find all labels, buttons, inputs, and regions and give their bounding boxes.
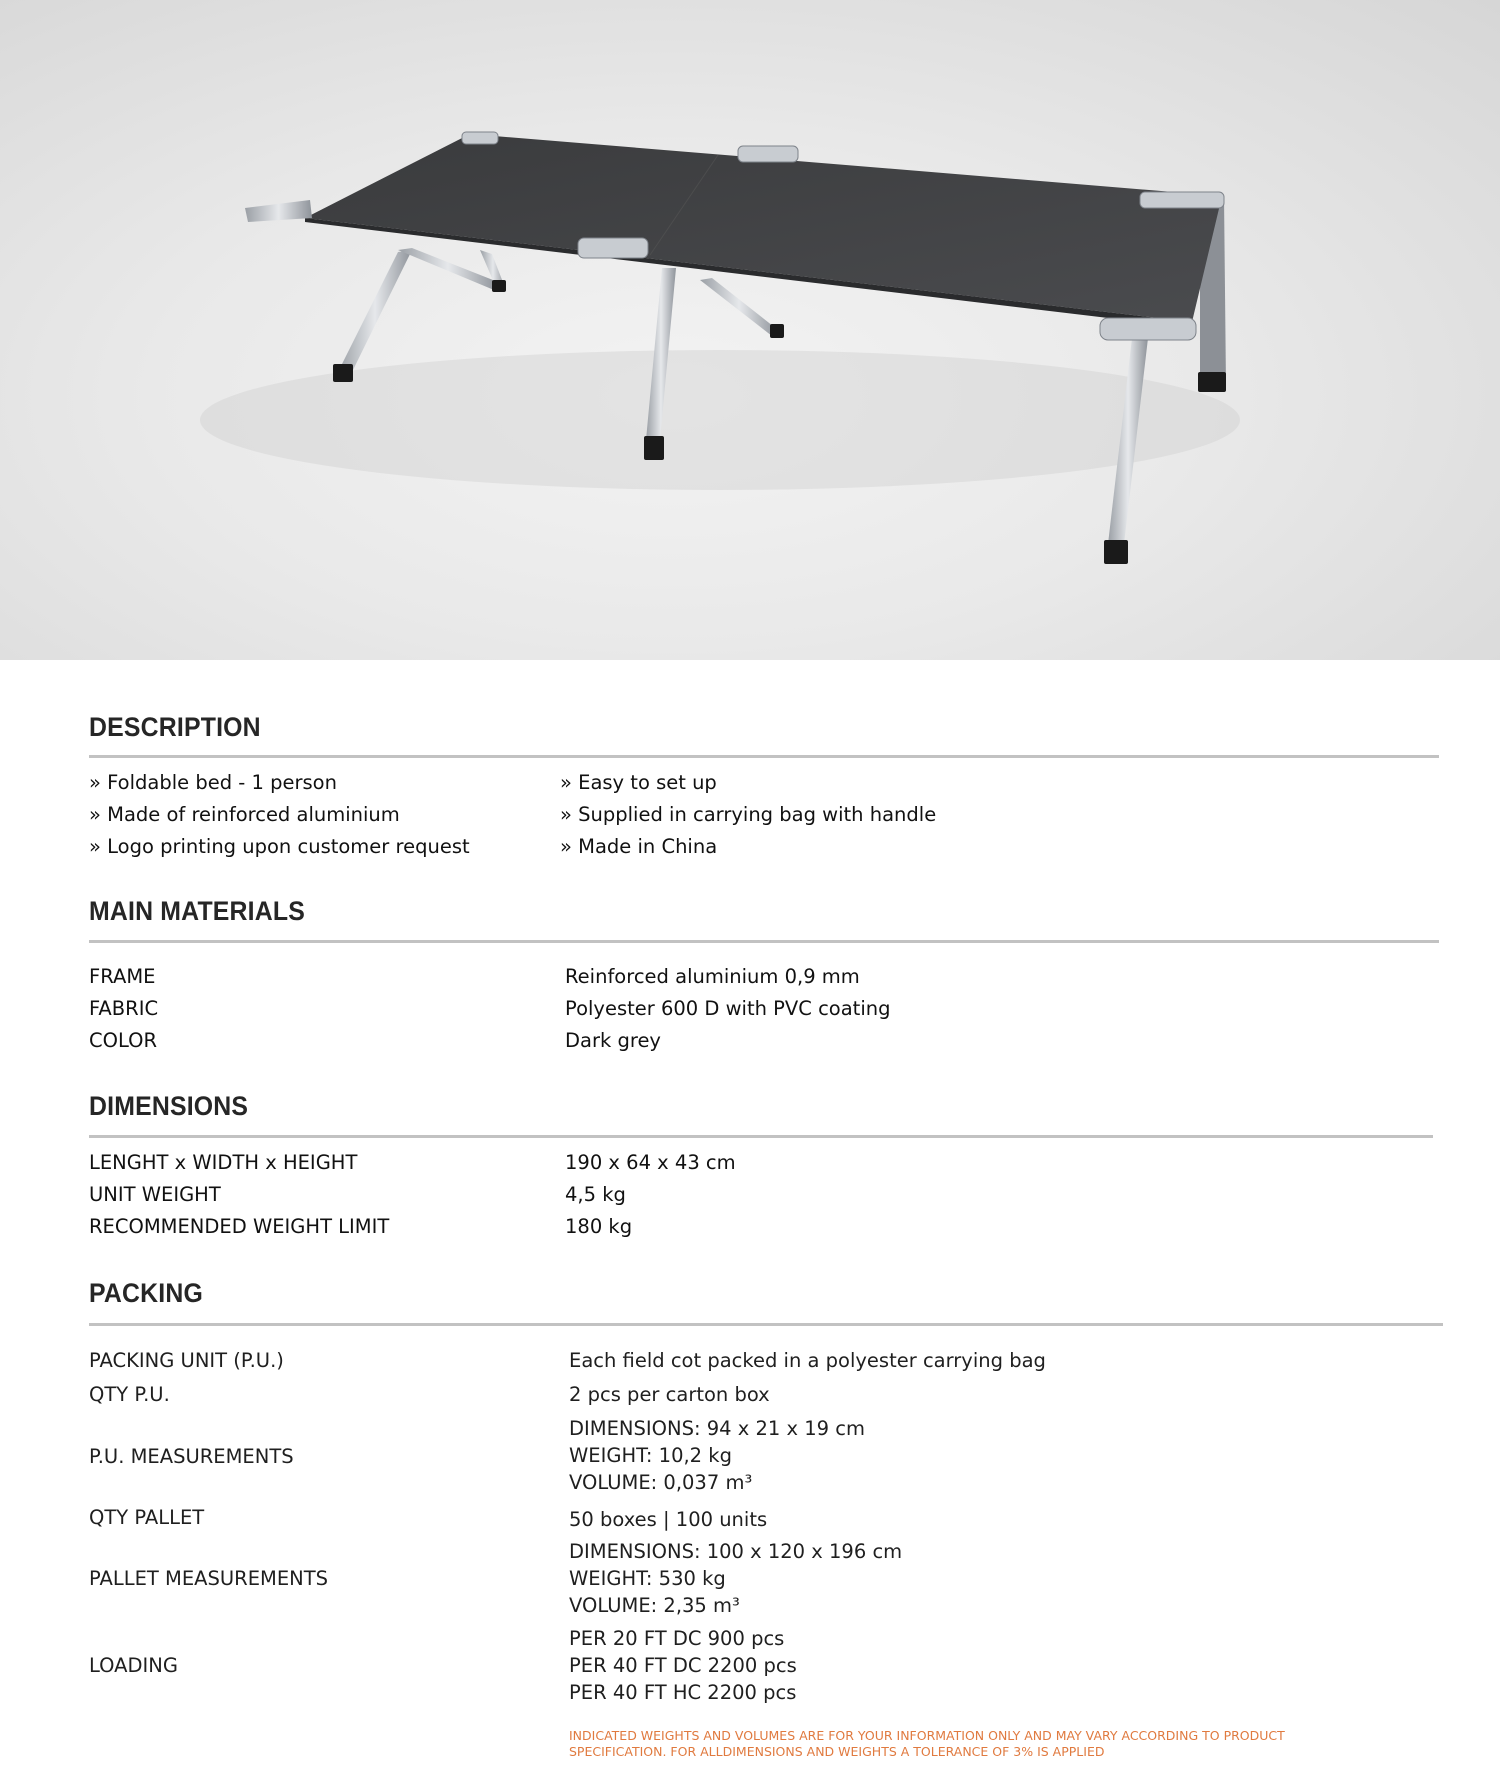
loading-line: PER 40 FT DC 2200 pcs xyxy=(569,1654,797,1677)
field-cot-illustration xyxy=(0,0,1500,660)
description-list-right xyxy=(560,767,936,863)
description-list-left xyxy=(89,767,470,863)
pallet-measurement-line: DIMENSIONS: 100 x 120 x 196 cm xyxy=(569,1540,903,1563)
disclaimer-note xyxy=(569,1728,1349,1760)
spec-value: 180 kg xyxy=(565,1215,633,1238)
spec-label: UNIT WEIGHT xyxy=(89,1183,221,1206)
cot-foot xyxy=(644,436,664,460)
spec-value: 190 x 64 x 43 cm xyxy=(565,1151,736,1174)
section-divider xyxy=(89,755,1439,758)
pu-measurement-line: WEIGHT: 10,2 kg xyxy=(569,1444,732,1467)
loading-values xyxy=(569,1625,797,1706)
spec-label: FABRIC xyxy=(89,997,159,1020)
cot-end-cap xyxy=(1140,192,1224,208)
section-title-main-materials: MAIN MATERIALS xyxy=(89,896,305,926)
section-divider xyxy=(89,940,1439,943)
loading-label: LOADING xyxy=(89,1654,178,1677)
description-item: » Made in China xyxy=(560,835,718,858)
cot-hinge xyxy=(578,238,648,258)
spec-label: RECOMMENDED WEIGHT LIMIT xyxy=(89,1215,390,1238)
disclaimer-line: SPECIFICATION. FOR ALLDIMENSIONS AND WEIGHTS A TOLERANCE OF 3% IS APPLIED xyxy=(569,1744,1105,1759)
floor-shadow xyxy=(200,350,1240,490)
cot-foot xyxy=(333,364,353,382)
pu-measurements-values xyxy=(569,1415,865,1496)
qty-pallet-value: 50 boxes | 100 units xyxy=(569,1508,768,1531)
pallet-measurements-values xyxy=(569,1538,902,1619)
description-item: » Made of reinforced aluminium xyxy=(89,803,400,826)
qty-pu-value: 2 pcs per carton box xyxy=(569,1383,770,1406)
spec-value: Reinforced aluminium 0,9 mm xyxy=(565,965,860,988)
cot-frame-rail xyxy=(245,200,312,222)
pu-measurement-line: DIMENSIONS: 94 x 21 x 19 cm xyxy=(569,1417,865,1440)
dimensions-values xyxy=(565,1147,736,1243)
section-divider xyxy=(89,1135,1433,1138)
loading-line: PER 40 FT HC 2200 pcs xyxy=(569,1681,797,1704)
pallet-measurement-line: VOLUME: 2,35 m³ xyxy=(569,1594,740,1617)
spec-label: COLOR xyxy=(89,1029,158,1052)
cot-foot xyxy=(1104,540,1128,564)
description-item: » Logo printing upon customer request xyxy=(89,835,470,858)
section-title-dimensions: DIMENSIONS xyxy=(89,1091,249,1121)
section-divider xyxy=(89,1323,1443,1326)
spec-value: Dark grey xyxy=(565,1029,661,1052)
packing-unit-label: PACKING UNIT (P.U.) xyxy=(89,1349,284,1372)
packing-unit-value: Each field cot packed in a polyester carrying bag xyxy=(569,1349,1046,1372)
qty-pallet-label: QTY PALLET xyxy=(89,1506,205,1529)
description-item: » Supplied in carrying bag with handle xyxy=(560,803,937,826)
description-item: » Easy to set up xyxy=(560,771,717,794)
disclaimer-line: INDICATED WEIGHTS AND VOLUMES ARE FOR YOUR INFORMATION ONLY AND MAY VARY ACCORDING TO PRODUCT xyxy=(569,1728,1285,1743)
section-title-description: DESCRIPTION xyxy=(89,712,261,742)
spec-value: 4,5 kg xyxy=(565,1183,626,1206)
pu-measurements-label: P.U. MEASUREMENTS xyxy=(89,1445,294,1468)
product-photo xyxy=(0,0,1500,660)
description-item: » Foldable bed - 1 person xyxy=(89,771,337,794)
dimensions-labels xyxy=(89,1147,389,1243)
cot-hinge xyxy=(738,146,798,162)
pallet-measurement-line: WEIGHT: 530 kg xyxy=(569,1567,726,1590)
materials-labels xyxy=(89,961,158,1057)
spec-value: Polyester 600 D with PVC coating xyxy=(565,997,891,1020)
spec-label: FRAME xyxy=(89,965,156,988)
loading-line: PER 20 FT DC 900 pcs xyxy=(569,1627,785,1650)
cot-foot xyxy=(770,324,784,338)
cot-end-cap xyxy=(1100,318,1196,340)
cot-foot xyxy=(492,280,506,292)
qty-pu-label: QTY P.U. xyxy=(89,1383,170,1406)
materials-values xyxy=(565,961,890,1057)
spec-label: LENGHT x WIDTH x HEIGHT xyxy=(89,1151,358,1174)
cot-foot xyxy=(1198,372,1226,392)
cot-leg-back-left xyxy=(338,250,412,372)
section-title-packing: PACKING xyxy=(89,1278,203,1308)
pallet-measurements-label: PALLET MEASUREMENTS xyxy=(89,1567,329,1590)
pu-measurement-line: VOLUME: 0,037 m³ xyxy=(569,1471,753,1494)
cot-end-cap xyxy=(462,132,498,144)
